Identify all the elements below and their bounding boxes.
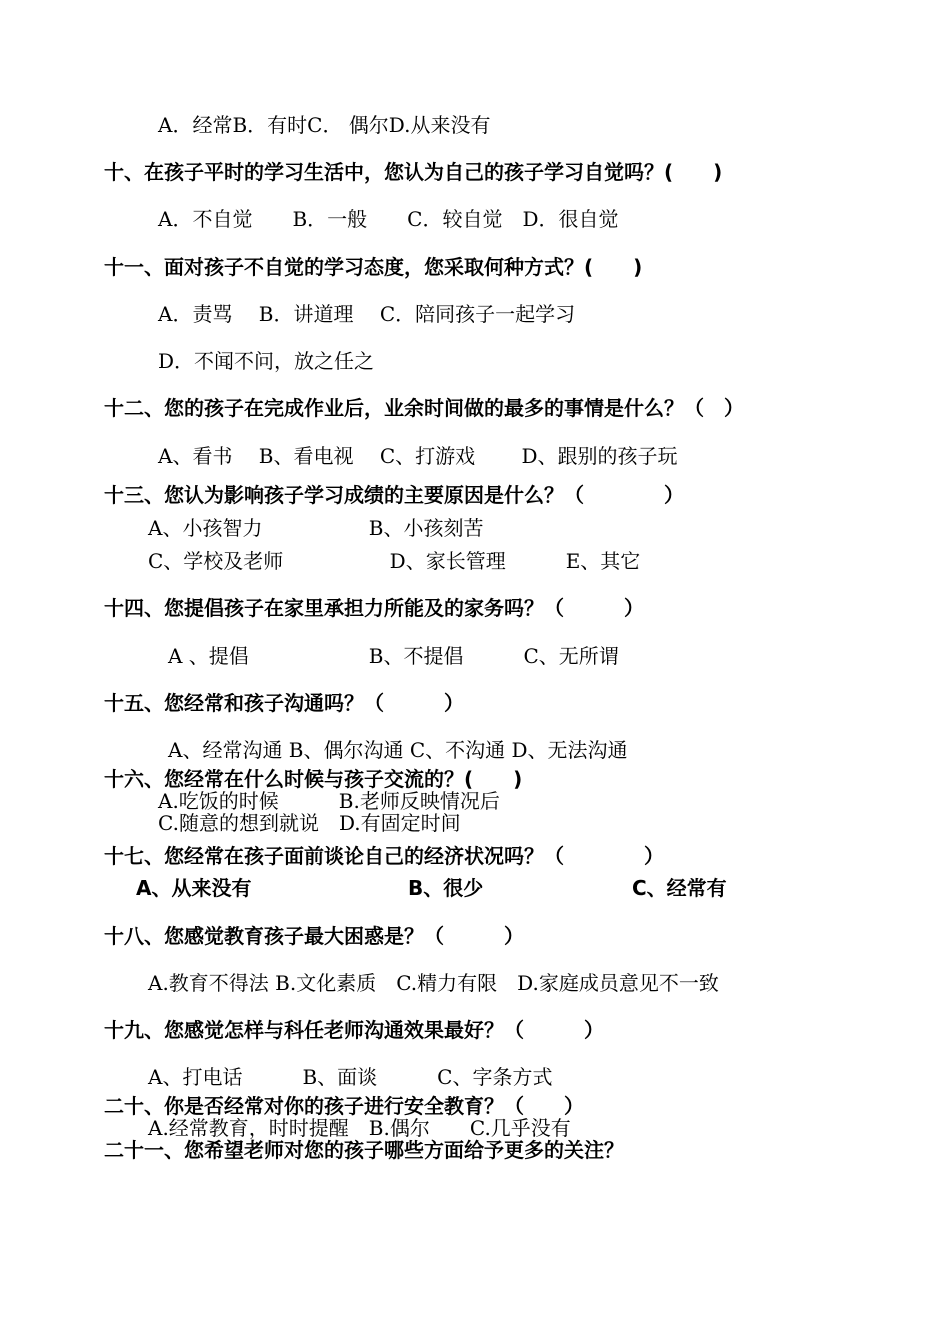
question-9-options: A．经常B．有时C． 偶尔D.从来没有: [158, 113, 491, 137]
question-17-option-c: C、经常有: [632, 876, 727, 900]
question-17-option-a: A、从来没有: [136, 876, 252, 900]
question-20: 二十、你是否经常对你的孩子进行安全教育？（ ）: [104, 1094, 584, 1118]
question-21: 二十一、您希望老师对您的孩子哪些方面给予更多的关注？: [104, 1138, 624, 1162]
question-14-options: A 、提倡 B、不提倡 C、无所谓: [168, 644, 619, 668]
question-14: 十四、您提倡孩子在家里承担力所能及的家务吗？（ ）: [104, 596, 644, 620]
question-10: 十、在孩子平时的学习生活中，您认为自己的孩子学习自觉吗？( ): [104, 160, 723, 184]
question-20-options: A.经常教育，时时提醒 B.偶尔 C.几乎没有: [148, 1116, 571, 1140]
question-13-options-row-1: A、小孩智力 B、小孩刻苦: [148, 516, 484, 540]
question-19-options: A、打电话 B、面谈 C、字条方式: [148, 1065, 553, 1089]
question-16-options-row-1: A.吃饭的时候 B.老师反映情况后: [158, 789, 500, 813]
question-11-options-row-1: A．责骂 B．讲道理 C．陪同孩子一起学习: [158, 302, 576, 326]
question-16: 十六、您经常在什么时候与孩子交流的？( ): [104, 767, 523, 791]
question-15-options: A、经常沟通 B、偶尔沟通 C、不沟通 D、无法沟通: [168, 738, 628, 762]
question-12-options: A、看书 B、看电视 C、打游戏 D、跟别的孩子玩: [158, 444, 678, 468]
question-13-options-row-2: C、学校及老师 D、家长管理 E、其它: [148, 549, 641, 573]
question-10-options: A．不自觉 B．一般 C．较自觉 D．很自觉: [158, 207, 619, 231]
question-19: 十九、您感觉怎样与科任老师沟通效果最好？（ ）: [104, 1018, 604, 1042]
question-11-options-row-2: D．不闻不问，放之任之: [158, 349, 375, 373]
question-15: 十五、您经常和孩子沟通吗？（ ）: [104, 691, 464, 715]
question-16-options-row-2: C.随意的想到就说 D.有固定时间: [158, 811, 461, 835]
question-17-option-b: B、很少: [408, 876, 484, 900]
question-18-options: A.教育不得法 B.文化素质 C.精力有限 D.家庭成员意见不一致: [148, 971, 719, 995]
question-13: 十三、您认为影响孩子学习成绩的主要原因是什么？（ ）: [104, 483, 684, 507]
question-12: 十二、您的孩子在完成作业后，业余时间做的最多的事情是什么？（ ）: [104, 396, 744, 420]
question-18: 十八、您感觉教育孩子最大困惑是？（ ）: [104, 924, 524, 948]
question-17: 十七、您经常在孩子面前谈论自己的经济状况吗？（ ）: [104, 844, 664, 868]
question-11: 十一、面对孩子不自觉的学习态度，您采取何种方式？( ): [104, 255, 643, 279]
